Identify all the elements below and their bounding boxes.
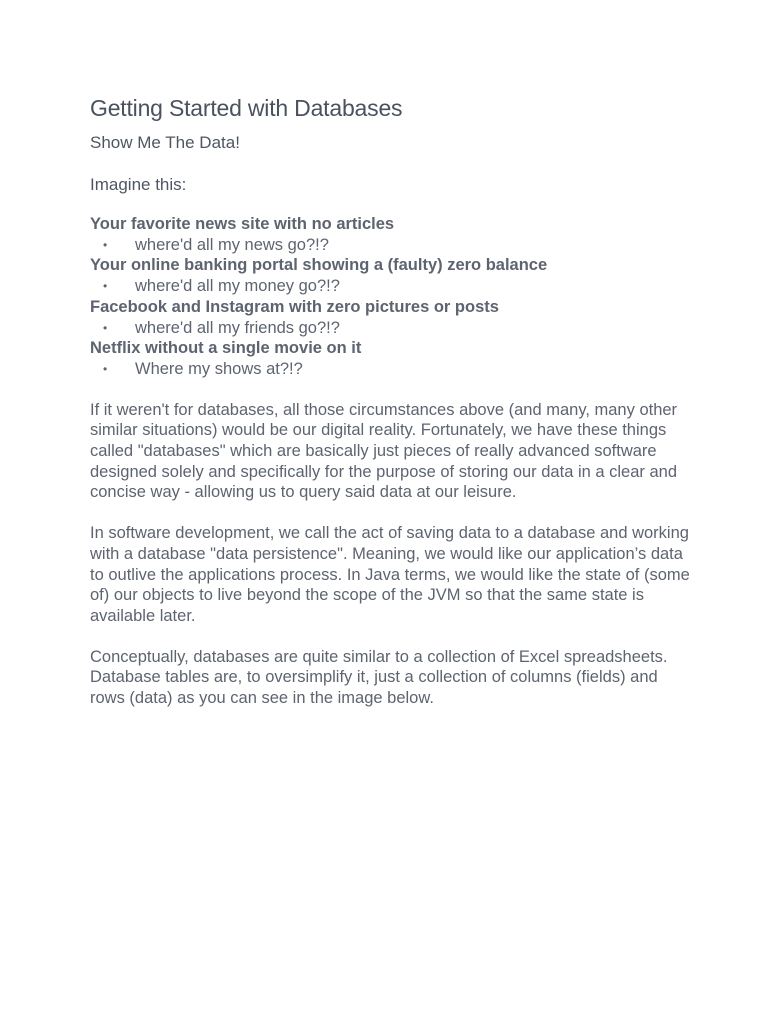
bullet-text: where'd all my news go?!? xyxy=(135,235,329,254)
bullet-item xyxy=(90,318,690,339)
scenario-heading: Your favorite news site with no articles xyxy=(90,215,395,233)
document-title: Getting Started with Databases xyxy=(90,95,403,121)
bullet-icon: • xyxy=(103,361,108,376)
bullet-text: Where my shows at?!? xyxy=(135,359,303,378)
bullet-item xyxy=(90,235,690,256)
scenario-heading: Facebook and Instagram with zero pictures or posts xyxy=(90,297,499,316)
bullet-item xyxy=(90,359,690,380)
bullet-icon: • xyxy=(103,279,108,294)
scenario-bullets xyxy=(90,276,690,297)
body-paragraph: In software development, we call the act of saving data to a database and working with a database "data persistence". Meaning, we would like our application’s data to outlive the applications process. In Java terms, we would like the state of (some of) our objects to live beyond the scope of the JVM so that the same state is available later. xyxy=(90,524,690,625)
bullet-icon: • xyxy=(103,237,108,252)
document-page xyxy=(90,92,690,709)
bullet-text: where'd all my friends go?!? xyxy=(135,318,340,337)
body-paragraph: If it weren't for databases, all those circumstances above (and many, many other similar situations) would be our digital reality. Fortunately, we have these things called "databases" which are basically just pieces of really advanced software designed solely and specifically for the purpose of storing our data in a clear and concise way - allowing us to query said data at our leisure. xyxy=(90,400,678,502)
scenario-heading: Your online banking portal showing a (faulty) zero balance xyxy=(90,256,548,275)
scenario-block xyxy=(90,338,690,379)
document-subtitle: Show Me The Data! xyxy=(90,133,240,152)
scenario-bullets xyxy=(90,235,690,256)
scenario-heading: Netflix without a single movie on it xyxy=(90,339,362,358)
body-paragraph: Conceptually, databases are quite similar to a collection of Excel spreadsheets. Database tables are, to oversimplify it, just a collection of columns (fields) and rows (data) as you can see in the image below. xyxy=(90,647,668,708)
scenario-block xyxy=(90,255,690,296)
intro-text: Imagine this: xyxy=(90,175,187,194)
scenario-block xyxy=(90,214,690,255)
scenario-block xyxy=(90,297,690,338)
bullet-icon: • xyxy=(103,320,108,335)
scenario-bullets xyxy=(90,318,690,339)
scenario-bullets xyxy=(90,359,690,380)
bullet-text: where'd all my money go?!? xyxy=(135,277,340,296)
scenario-list xyxy=(90,214,690,380)
bullet-item xyxy=(90,276,690,297)
